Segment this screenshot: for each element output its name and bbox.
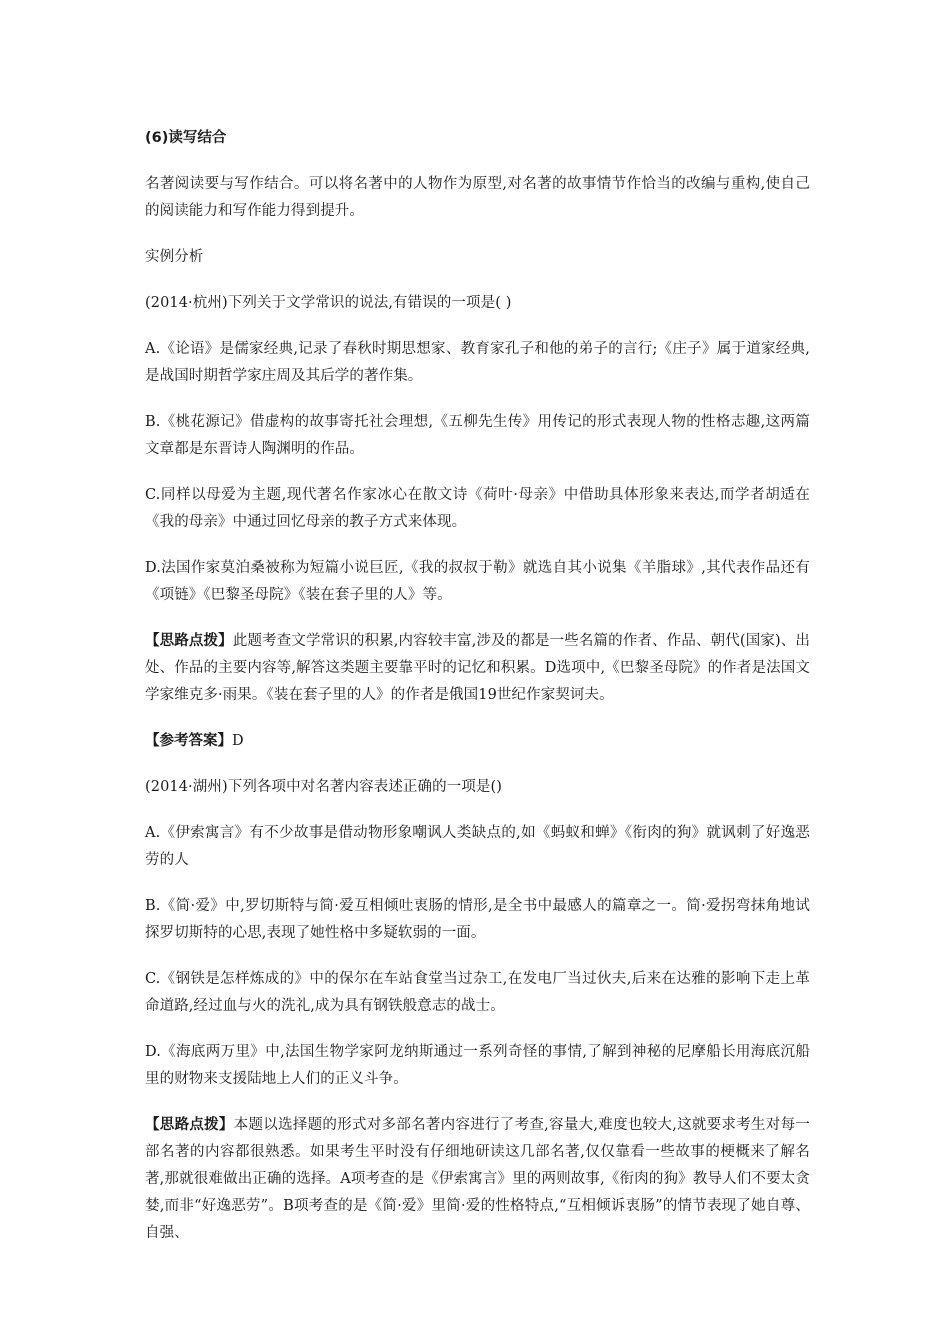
question1-hint-text: 此题考查文学常识的积累,内容较丰富,涉及的都是一些名篇的作者、作品、朝代(国家)、出处、作品的主要内容等,解答这类题主要靠平时的记忆和积累。D选项中,《巴黎圣母院》的作者是法国文学家维克多·雨果。《装在套子里的人》的作者是俄国19世纪作家契诃夫。: [145, 633, 810, 703]
question2-stem: (2014·湖州)下列各项中对名著内容表述正确的一项是(): [145, 779, 503, 795]
question1-option-b: B.《桃花源记》借虚构的故事寄托社会理想,《五柳先生传》用传记的形式表现人物的性格志趣,这两篇文章都是东晋诗人陶渊明的作品。: [145, 414, 810, 457]
question2-hint-label: 【思路点拨】: [145, 1117, 234, 1133]
question1-stem: (2014·杭州)下列关于文学常识的说法,有错误的一项是( ): [145, 295, 512, 311]
section-intro: 名著阅读要与写作结合。可以将名著中的人物作为原型,对名著的故事情节作恰当的改编与重构,使自己的阅读能力和写作能力得到提升。: [145, 176, 810, 219]
question2-option-c: C.《钢铁是怎样炼成的》中的保尔在车站食堂当过杂工,在发电厂当过伙夫,后来在达雅的影响下走上革命道路,经过血与火的洗礼,成为具有钢铁般意志的战士。: [145, 971, 810, 1014]
question2-option-d: D.《海底两万里》中,法国生物学家阿龙纳斯通过一系列奇怪的事情,了解到神秘的尼摩船长用海底沉船里的财物来支援陆地上人们的正义斗争。: [145, 1044, 810, 1087]
question1-option-a: A.《论语》是儒家经典,记录了春秋时期思想家、教育家孔子和他的弟子的言行;《庄子》属于道家经典,是战国时期哲学家庄周及其后学的著作集。: [145, 341, 810, 384]
question1-answer-value: D: [232, 733, 244, 749]
question2-option-b: B.《简·爱》中,罗切斯特与简·爱互相倾吐衷肠的情形,是全书中最感人的篇章之一。简·爱拐弯抹角地试探罗切斯特的心思,表现了她性格中多疑软弱的一面。: [145, 898, 810, 941]
example-label: 实例分析: [145, 249, 204, 265]
question1-answer: [145, 728, 810, 755]
question2-hint: [145, 1112, 810, 1247]
question1-answer-label: 【参考答案】: [145, 733, 232, 749]
question1-hint: [145, 628, 810, 709]
question1-option-c: C.同样以母爱为主题,现代著名作家冰心在散文诗《荷叶·母亲》中借助具体形象来表达,而学者胡适在《我的母亲》中通过回忆母亲的教子方式来体现。: [145, 487, 810, 530]
question1-option-d: D.法国作家莫泊桑被称为短篇小说巨匠,《我的叔叔于勒》就选自其小说集《羊脂球》,其代表作品还有《项链》《巴黎圣母院》《装在套子里的人》等。: [145, 560, 810, 603]
question1-hint-label: 【思路点拨】: [145, 633, 233, 649]
question2-hint-text: 本题以选择题的形式对多部名著内容进行了考查,容量大,难度也较大,这就要求考生对每一部名著的内容都很熟悉。如果考生平时没有仔细地研读这几部名著,仅仅靠看一些故事的梗概来了解名著,那就很难做出正确的选择。A项考查的是《伊索寓言》里的两则故事,《衔肉的狗》教导人们不要太贪婪,而非“好逸恶劳”。B项考查的是《简·爱》里简·爱的性格特点,“互相倾诉衷肠”的情节表现了她自尊、自强、: [145, 1117, 810, 1241]
question2-option-a: A.《伊索寓言》有不少故事是借动物形象嘲讽人类缺点的,如《蚂蚁和蝉》《衔肉的狗》就讽刺了好逸恶劳的人: [145, 825, 810, 868]
section-title: (6)读写结合: [145, 130, 227, 146]
document-content: [145, 125, 810, 1266]
